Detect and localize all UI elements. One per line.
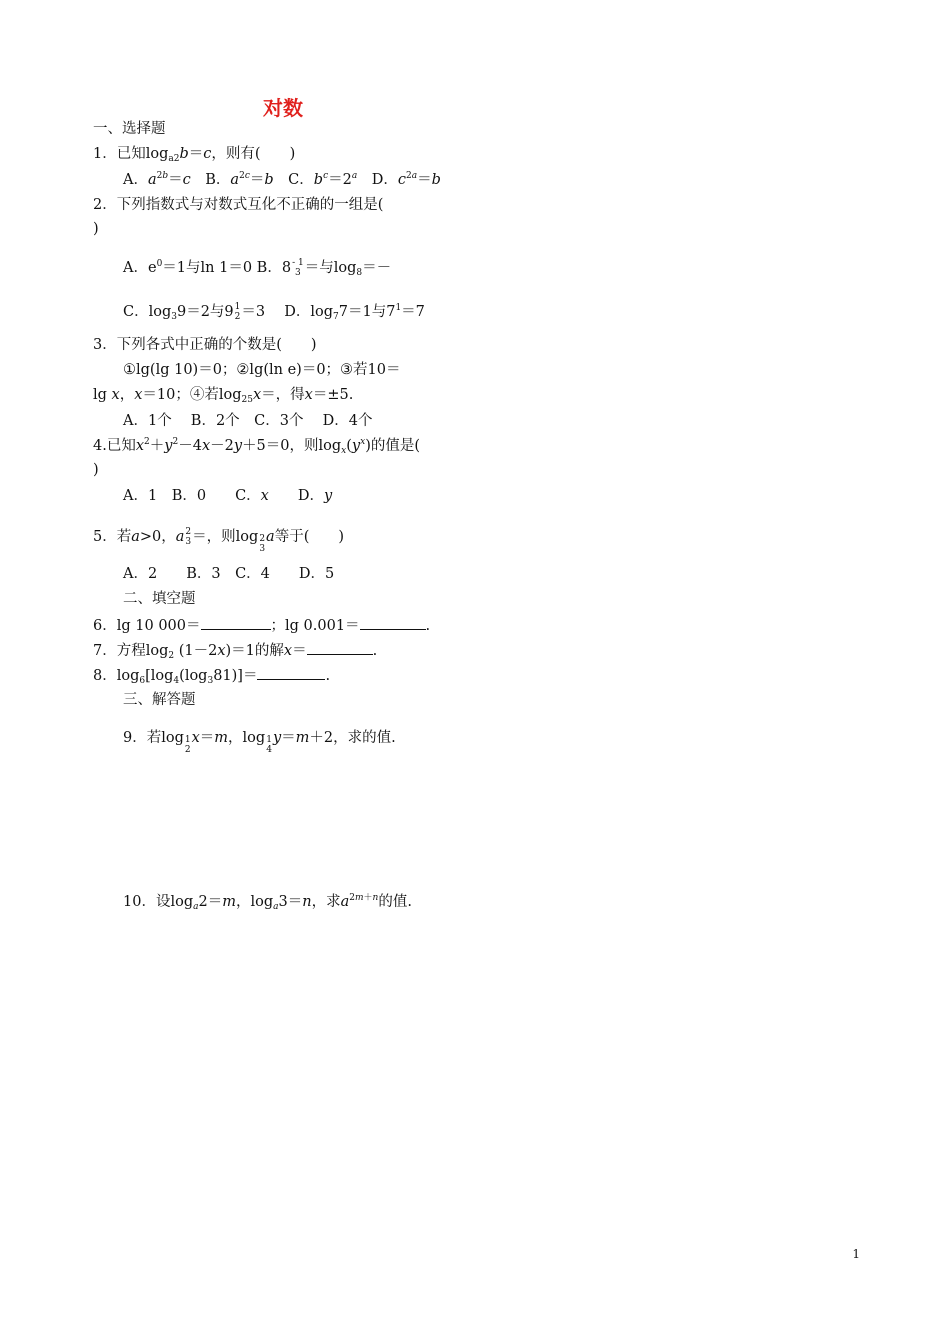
- question-9: 9．若log 1 2 x＝m，log 1 4 y＝m＋2，求的值.: [123, 730, 396, 755]
- q6-part1: 6．lg 10 000＝: [93, 618, 201, 634]
- q2-b-exponent: - 1 3: [292, 258, 304, 278]
- question-10: 10．设$\log_a2=m$，$\log_a3=n$，求$a^{2m+n}$的值.: [123, 893, 412, 912]
- q6-blank-1[interactable]: [201, 617, 271, 630]
- q7-blank[interactable]: [307, 642, 373, 655]
- question-5-options: A．2 B．3 C．4 D．5: [123, 566, 335, 582]
- question-3-line2: lg x，x＝10；④若$\log_{25}x=$，得x＝±5.: [93, 387, 354, 405]
- section-choice-heading: 一、选择题: [93, 121, 166, 137]
- question-5-stem: 5．若a>0，a 2 3 ＝，则log 2 3 a等于( ): [93, 527, 345, 554]
- question-2-stem-line1: 2．下列指数式与对数式互化不正确的一组是(: [93, 197, 384, 213]
- q5-log-base: 2 3: [259, 534, 266, 554]
- question-7: 7．方程$\log_2 (1-2x)=1$的解x＝ .: [93, 643, 378, 661]
- q7-end: .: [372, 643, 378, 659]
- question-3-line1: ①lg(lg 10)＝0；②lg(ln e)＝0；③若10＝: [123, 362, 401, 378]
- q1-prefix: 1．已知: [93, 146, 146, 162]
- q8-blank[interactable]: [257, 667, 325, 680]
- section-fill-heading: 二、填空题: [123, 591, 196, 607]
- question-1-stem: 1．已知$\log_{a2}b=c$，则有( ): [93, 146, 296, 164]
- page-number: 1: [852, 1247, 860, 1261]
- q9-base-quarter: 1 4: [266, 735, 272, 755]
- question-4-options: A．1 B．0 C．x D．y: [123, 488, 333, 504]
- question-3-stem: 3．下列各式中正确的个数是( ): [93, 337, 317, 353]
- q6-part3: .: [425, 618, 431, 634]
- question-8: 8．$\log_6[\log_4(\log_381)]=$ .: [93, 668, 331, 686]
- q8-end: .: [325, 668, 331, 684]
- section-answer-heading: 三、解答题: [123, 692, 196, 708]
- q1-suffix: ，则有( ): [211, 146, 296, 162]
- q5-exponent: 2 3: [185, 527, 192, 547]
- q9-base-half: 1 2: [184, 735, 191, 755]
- q2-c-exponent: 1 2: [234, 302, 241, 322]
- question-4-stem-line1: 4.已知$x^2+y^2-4x-2y+5=0$，则$\log_x(y^x)$的值是(: [93, 437, 421, 456]
- question-1-options: A．$a^{2b}=c$ B．$a^{2c}=b$ C．$b^c=2^a$ D．$c^{2a}=b$: [123, 171, 441, 188]
- question-2-stem-line2: ): [93, 221, 99, 237]
- question-4-stem-line2: ): [93, 462, 99, 478]
- q6-part2: ；lg 0.001＝: [270, 618, 360, 634]
- question-6: [93, 617, 430, 634]
- page-title: 对数: [263, 96, 303, 120]
- question-2-options-ab: A．$e^0=1$与ln 1＝0 B．8 - 1 3 ＝与$\log_8=-$: [123, 258, 392, 278]
- q6-blank-2[interactable]: [360, 617, 426, 630]
- question-2-options-cd: C．$\log_39=2$与9 1 2 ＝3 D．$\log_77=1$与$7^1=7$: [123, 302, 425, 322]
- question-3-options: A．1个 B．2个 C．3个 D．4个: [123, 413, 373, 429]
